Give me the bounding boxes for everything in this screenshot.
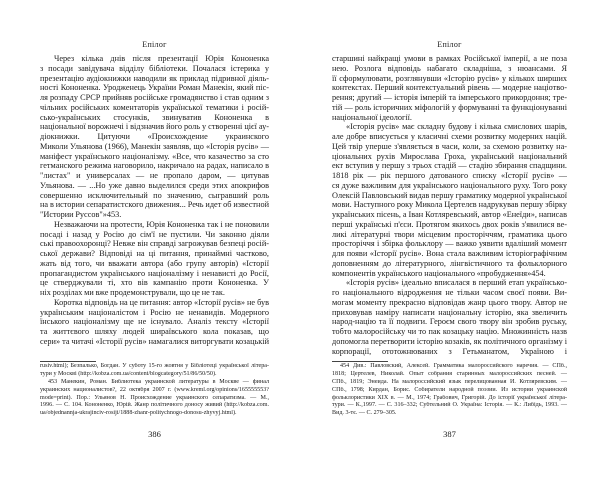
text-line: ської держави? Відповіді на ці питання, принаймні частково,	[40, 249, 269, 258]
text-line: з посади завідувача відділу бібліотеки. Почалася істерика у	[40, 63, 269, 73]
body-text	[40, 54, 269, 347]
text-line: маніфест українського націоналізму. «Все, что казачество за сто	[40, 151, 269, 161]
footnote-divider	[332, 361, 388, 362]
footnote-line: тури. — К.,1997. — С. 316–332; Субтельний О. Україна: Історія. — К.: Либідь, 1993. —	[332, 402, 567, 409]
left-page	[40, 0, 269, 481]
footnote-line: 1818; Цертелев, Николай. Опыт собрания старинных малороссийских песней. —	[332, 370, 567, 377]
footnote-line: 453 Манекин, Роман. Библиотека украинской литературы в Москве — финал	[48, 378, 269, 385]
text-line: Через кілька днів після презентації Юрія Кононенка	[54, 54, 269, 63]
text-line: Олексій Павловський видав першу граматику модерної української	[332, 190, 567, 200]
text-line: ля розпаду СРСР прийняв російське громадянство і став одним з	[40, 93, 269, 102]
running-header: Епілог	[437, 40, 462, 49]
text-line: допомогла перетворити історію козаків, як політичного організму і	[332, 336, 567, 346]
text-line: це стверджували ті, хто вів кампанію проти Кононенка. У	[40, 278, 269, 288]
text-line: ності Кононенка. Уродженець України Роман Манекін, який піс-	[40, 83, 269, 93]
text-line: тій — роль історичних міфологій у формуванні та функціонуванні	[332, 102, 567, 112]
text-line: національної ідеології.	[332, 112, 412, 122]
text-line: "Истории Руссов"»453.	[40, 210, 122, 219]
text-line: рення; другий — історія імперій та імперського прикордоння; тре-	[332, 93, 567, 102]
text-line: контекстах. Перший контекстуальний рівень — модерне націотво-	[332, 83, 567, 93]
footnote-line: тури у Москві (http://kobza.com.ua/content/blogcategory/51/86/50/50).	[40, 370, 217, 377]
text-line: їнського націоналізму ще не існувало. Аналіз тексту «Історії	[40, 317, 269, 327]
text-line: та життєвого шляху людей шираївського кола показав, що	[40, 327, 269, 336]
footnote-line: Вид. 3-тє. — С. 279–305.	[332, 410, 397, 417]
footnote-line: ua/objednannja-ukrajinciv-rosiji/1888-zhanr-politychnogo-donosu-zhyvyj.html).	[40, 410, 237, 417]
text-line: «Історія русів» має складну будову і кілька смислових шарів,	[346, 122, 567, 132]
text-line: національної ворожнечі і відзначив його роль у створенні цієї ау-	[40, 122, 269, 132]
text-line: для появи «Історії русів». Вона стала важливим історіографічним	[332, 249, 567, 258]
text-line: доповненням до літературного, лінгвістичного та фольклорного	[332, 258, 567, 268]
footnote-line: фольклористики XIX в. — М., 1974; Грабович, Григорій. До історії української літера-	[332, 394, 567, 401]
text-line: корпорації, ототожнюваних з Гетьманатом, Україною і	[332, 346, 567, 356]
body-text	[332, 54, 567, 356]
footnote-divider	[40, 361, 96, 362]
text-line: її сформулювати, розглянувши «Історію русів» у кількох ширших	[332, 73, 567, 83]
footnote-line: mode=print). Пор.: Ульянов Н. Происхождение украинского сепаратизма. — М.,	[40, 394, 269, 401]
text-line: компонентів українського національного «пробудження»454.	[332, 268, 546, 278]
text-line: чільних російських коментаторів української тематики і росій-	[40, 102, 269, 112]
text-line: ект вступив у першу з трьох стадій — стадію збирання спадщини.	[332, 161, 567, 171]
text-line: Незважаючи на протести, Юрія Кононенка так і не поновили	[54, 219, 269, 229]
text-line: Ульянова. — ...Но уже давно выделился среди этих апокрифов	[40, 180, 269, 190]
text-line: нею. Розлога відповідь набагато складніша, з нюансами. Я	[332, 63, 567, 73]
footnote-line: 454 Див.: Павловский, Алексей. Грамматика малороссийского наречия. — СПб.,	[340, 363, 567, 369]
text-line: тобто малоросійську чи то пак козацьку націю. Множинність назв	[332, 327, 567, 336]
text-line: презентацію аудіокнижки наводили як приклад підривної діяль-	[40, 73, 269, 83]
text-line: Миколи Ульянова (1966), Манекін заявляв, що «Історія русів» —	[40, 141, 269, 151]
text-line: на в истории сепаратистского движения... Речь идет об известной	[40, 200, 269, 210]
text-line: перші українські п'єси. Протягом якихось двох років з'явилися ве-	[332, 219, 567, 229]
text-line: ціональних рухів Мирослава Гроха, український національний	[332, 151, 567, 161]
text-line: 1818 рік — рік першого датованого списку «Історії русів» —	[332, 171, 567, 180]
page-number: 387	[443, 429, 456, 439]
text-line: пропагандистом українського націоналізму і ненависті до Росії,	[40, 268, 269, 278]
text-line: сери» та читачі «Історії русів» намагалися виторгувати козацькій	[40, 336, 269, 346]
text-line: Цей твір уперше з'являється в часи, коли, за схемою розвитку на-	[332, 141, 567, 151]
text-line: приховував наміру написати національну історію, яка звеличить	[332, 307, 567, 317]
footnotes	[332, 363, 567, 418]
text-line: «Історія русів» ідеально вписалася в перший етап українсько-	[346, 278, 567, 288]
text-line: діокнижки. Цитуючи «Происхождение украинского	[40, 132, 269, 141]
text-line: "листах" и универсалах — не пропало даром, — цитував	[40, 171, 269, 180]
text-line: могам моменту прекрасно відповідав жанр цього твору. Автор не	[332, 297, 567, 307]
text-line: просторіччя і збірка фольклору — важко уявити вдаліший момент	[332, 239, 567, 249]
text-line: жать від того, чи вважати автора (або групу авторів) «Історії	[40, 258, 269, 268]
text-line: українським націоналістом і Росію не ненавидів. Модерного	[40, 307, 269, 317]
footnote-line: 1996. — С. 104. Кононенко, Юрій. Жанр політичного доносу живий (http://kobza.com.	[40, 402, 269, 409]
text-line: ся дуже важливим для українського національного руху. Того року	[332, 180, 567, 190]
text-line: ські правоохоронці? Невже він справді загрожував безпеці росій-	[40, 239, 269, 249]
text-line: совершенно исключительный по значению, сыгравший роль	[40, 190, 269, 200]
footnote-line: СПб., 1819; Энеида. На малороссийский язык перелицованная И. Котляревским. —	[332, 378, 567, 385]
page-number: 386	[148, 429, 161, 439]
right-page	[332, 0, 567, 481]
footnote-line: rusiv.html); Безпалько, Богдан. У суботу 15-го жовтня у Бібліотеці української літера-	[40, 363, 269, 369]
text-line: Коротка відповідь на це питання: автор «Історії русів» не був	[54, 297, 269, 307]
text-line: сько-українських стосунків, звинуватив Кононенка в	[40, 112, 269, 122]
text-line: народ-націю та її подвиги. Героєм свого твору він зробив руську,	[332, 317, 567, 327]
running-header: Епілог	[142, 40, 167, 49]
text-line: ликі літературні твори місцевим просторіччям, граматика цього	[332, 229, 567, 239]
footnotes	[40, 363, 269, 418]
text-line: українських пісень, а Іван Котляревський, автор «Енеїди», написав	[332, 210, 567, 219]
footnote-line: СПб., 1798; Кирдан, Борис. Собиратели народной поэзии. Из истории украинской	[332, 386, 567, 393]
text-line: гетманского режима наговорило, накричало на радах, написало в	[40, 161, 269, 171]
text-line: старшині найкращі умови в рамках Російської імперії, а не поза	[332, 54, 567, 63]
footnote-line: украинских националистов?, 22 октября 2007 г. (www.kreml.org/opinions/165555553?	[40, 386, 269, 393]
text-line: мови. Наступного року Микола Цертелєв надрукував першу збірку	[332, 200, 567, 210]
text-line: го національного відродження не тільки часом своєї появи. Ви-	[332, 288, 567, 297]
text-line: ніх розділах ми вже продемонстрували, що це не так.	[40, 288, 225, 297]
text-line: але добре вписується у класичні схеми розвитку модерних націй.	[332, 132, 567, 141]
text-line: посаді і назад у Росію до сім'ї не пустили. Чи законно діяли	[40, 229, 269, 239]
